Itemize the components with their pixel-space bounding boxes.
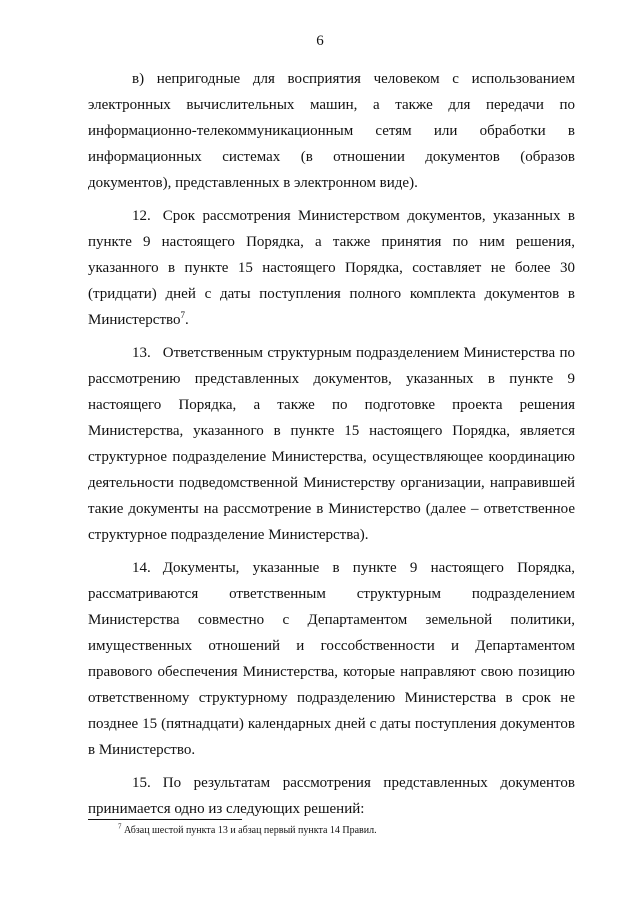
paragraph-14-text: Документы, указанные в пункте 9 настоящего Порядка, рассматриваются ответственным структурным подразделением Министерства совместно с Департаментом земельной политики, имущественных отношений и госсобственности и Департаментом правового обеспечения Министерства, которые направляют свою позицию ответственному структурному подразделению Министерства в срок не позднее 15 (пятнадцати) календарных дней с даты поступления документов в Министерство. bbox=[88, 560, 575, 758]
footnote bbox=[118, 824, 558, 838]
paragraph-12-number: 12. bbox=[132, 208, 151, 224]
paragraph-12 bbox=[88, 203, 575, 333]
paragraph-11v bbox=[88, 66, 575, 196]
paragraph-13-number: 13. bbox=[132, 345, 151, 361]
footnote-divider bbox=[88, 819, 242, 820]
footnote-reference: 7 bbox=[180, 310, 185, 320]
paragraph-12-end: . bbox=[184, 312, 189, 328]
paragraph-11v-text: в) непригодные для восприятия человеком с использованием электронных вычислительных машин, а также для передачи по информационно-телекоммуникационным сетям или обработки в информационных системах (в отношении документов (образов документов), представленных в электронном виде). bbox=[88, 71, 575, 191]
paragraph-15 bbox=[88, 770, 575, 822]
paragraph-13 bbox=[88, 340, 575, 548]
paragraph-14-number: 14. bbox=[132, 560, 151, 576]
paragraph-13-text: Ответственным структурным подразделением Министерства по рассмотрению представленных документов, указанных в пункте 9 настоящего Порядка, а также по подготовке проекта решения Министерства, указанного в пункте 15 настоящего Порядка, является структурное подразделение Министерства, осуществляющее координацию деятельности подведомственной Министерству организации, направившей такие документы на рассмотрение в Министерство (далее – ответственное структурное подразделение Министерства). bbox=[88, 345, 575, 543]
footnote-text: Абзац шестой пункта 13 и абзац первый пункта 14 Правил. bbox=[121, 825, 377, 836]
paragraph-15-text: По результатам рассмотрения представленных документов принимается одно из следующих решений: bbox=[88, 775, 575, 817]
paragraph-15-number: 15. bbox=[132, 775, 151, 791]
paragraph-12-text: Срок рассмотрения Министерством документов, указанных в пункте 9 настоящего Порядка, а также принятия по ним решения, указанного в пункте 15 настоящего Порядка, составляет не более 30 (тридцати) дней с даты поступления полного комплекта документов в Министерство bbox=[88, 208, 575, 328]
page-number: 6 bbox=[316, 33, 324, 49]
document-body bbox=[88, 66, 575, 829]
paragraph-14 bbox=[88, 555, 575, 763]
footnote-marker: 7 bbox=[118, 822, 122, 831]
